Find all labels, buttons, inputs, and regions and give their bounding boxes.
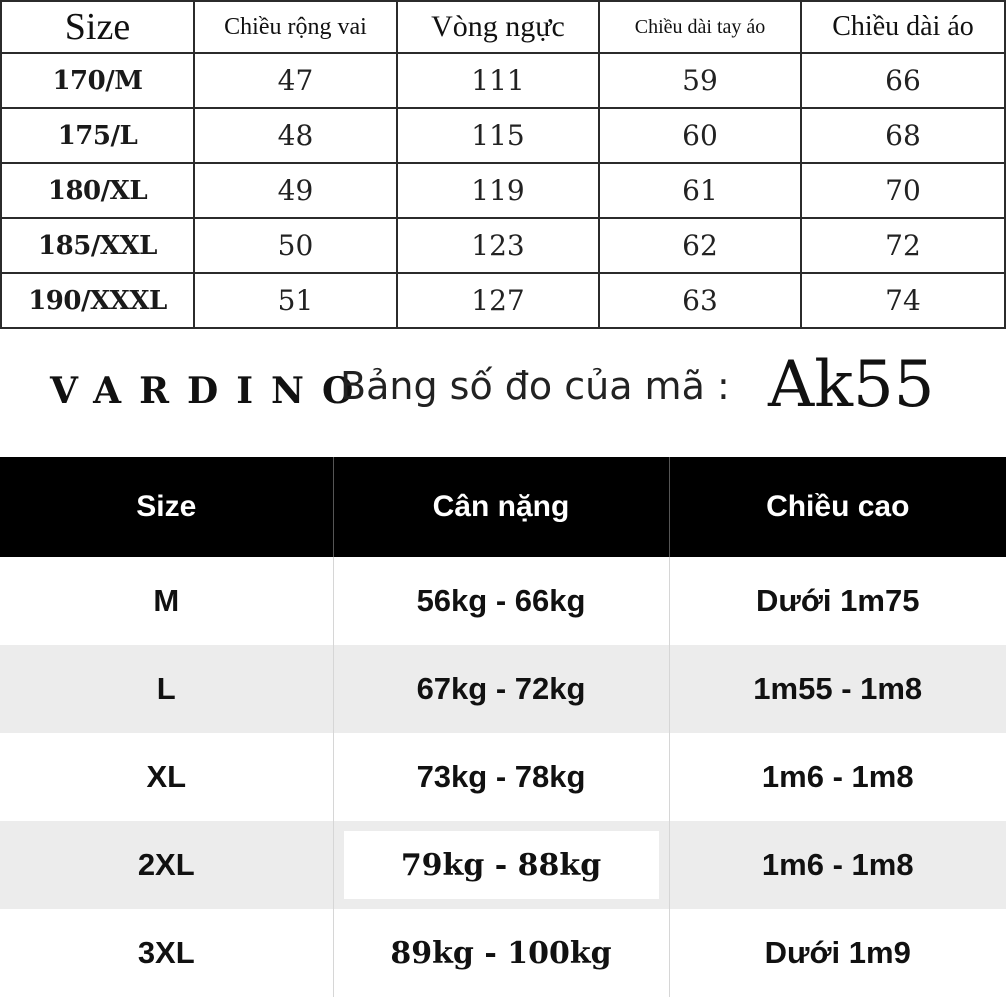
sleeve-length-value: 62: [599, 218, 801, 273]
size-label: M: [0, 557, 333, 645]
header-chest: Vòng ngực: [397, 1, 599, 53]
weight-range: 67kg - 72kg: [333, 645, 669, 733]
table-row: [0, 733, 1006, 821]
weight-range: 79kg - 88kg: [333, 821, 669, 909]
size-label: 180/XL: [1, 163, 194, 218]
size-label: 190/XXXL: [1, 273, 194, 328]
chest-value: 123: [397, 218, 599, 273]
header-shoulder-width: Chiều rộng vai: [194, 1, 397, 53]
table-row: [0, 821, 1006, 909]
product-code: Ak55: [768, 348, 935, 422]
size-guide-table: [0, 457, 1006, 997]
table-row: [1, 108, 1005, 163]
table-row: [1, 53, 1005, 108]
sleeve-length-value: 59: [599, 53, 801, 108]
table-row: [1, 273, 1005, 328]
chest-value: 115: [397, 108, 599, 163]
shirt-length-value: 70: [801, 163, 1005, 218]
weight-range: 56kg - 66kg: [333, 557, 669, 645]
height-range: Dưới 1m75: [669, 557, 1006, 645]
sleeve-length-value: 63: [599, 273, 801, 328]
table-row: [0, 645, 1006, 733]
size-label: 175/L: [1, 108, 194, 163]
size-label: 170/M: [1, 53, 194, 108]
chest-value: 127: [397, 273, 599, 328]
header-weight: Cân nặng: [333, 457, 669, 557]
size-label: L: [0, 645, 333, 733]
shirt-length-value: 66: [801, 53, 1005, 108]
weight-range: 89kg - 100kg: [333, 909, 669, 997]
table-row: [1, 218, 1005, 273]
size-label: 2XL: [0, 821, 333, 909]
header-size: Size: [1, 1, 194, 53]
size-label: 185/XXL: [1, 218, 194, 273]
measurement-header-row: [1, 1, 1005, 53]
shirt-length-value: 68: [801, 108, 1005, 163]
table-row: [0, 909, 1006, 997]
table-row: [1, 163, 1005, 218]
shirt-length-value: 72: [801, 218, 1005, 273]
chest-value: 111: [397, 53, 599, 108]
header-shirt-length: Chiều dài áo: [801, 1, 1005, 53]
shoulder-width-value: 47: [194, 53, 397, 108]
measurement-chart-caption: Bảng số đo của mã :: [340, 364, 730, 408]
brand-logo: VARDINO: [50, 370, 372, 412]
size-label: 3XL: [0, 909, 333, 997]
shoulder-width-value: 51: [194, 273, 397, 328]
shoulder-width-value: 48: [194, 108, 397, 163]
sleeve-length-value: 60: [599, 108, 801, 163]
shoulder-width-value: 50: [194, 218, 397, 273]
shirt-length-value: 74: [801, 273, 1005, 328]
height-range: 1m55 - 1m8: [669, 645, 1006, 733]
chest-value: 119: [397, 163, 599, 218]
weight-range: 73kg - 78kg: [333, 733, 669, 821]
header-size: Size: [0, 457, 333, 557]
height-range: 1m6 - 1m8: [669, 821, 1006, 909]
size-guide-header-row: [0, 457, 1006, 557]
height-range: 1m6 - 1m8: [669, 733, 1006, 821]
brand-row: [0, 322, 1006, 456]
table-row: [0, 557, 1006, 645]
shoulder-width-value: 49: [194, 163, 397, 218]
measurement-table: [0, 0, 1006, 329]
header-height: Chiều cao: [669, 457, 1006, 557]
header-sleeve-length: Chiều dài tay áo: [599, 1, 801, 53]
sleeve-length-value: 61: [599, 163, 801, 218]
size-label: XL: [0, 733, 333, 821]
height-range: Dưới 1m9: [669, 909, 1006, 997]
